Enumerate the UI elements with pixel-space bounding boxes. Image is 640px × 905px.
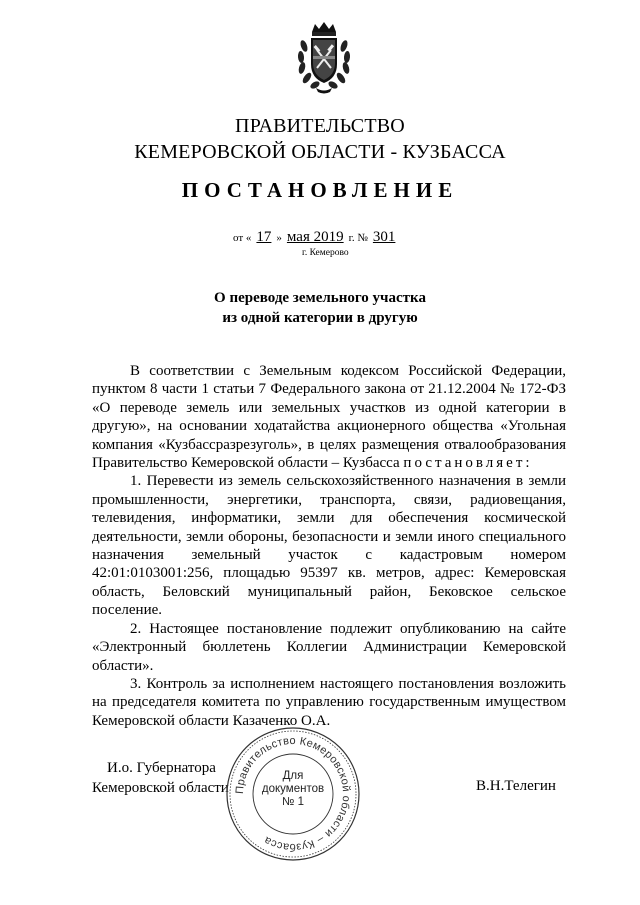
number-label: № [357, 232, 368, 244]
date-mid: » [276, 232, 282, 244]
date-month-year: мая 2019 [286, 229, 344, 245]
item-1-paragraph: 1. Перевести из земель сельскохозяйственного назначения в земли промышленности, энергетики, транспорта, связи, радиовещания, телевидения, информатики, земли для обеспечения космической деятельности, земли обороны, безопасности и земли иного специального назначения земельный участок с кадастровым номером 42:01:0103001:256, площадью 95397 кв. метров, адрес: Кемеровская область, Беловский муниципальный район, Бековское сельское поселение. [92, 473, 566, 619]
document-subject [0, 288, 640, 328]
stamp-center-line1: Для [282, 770, 304, 782]
document-date-number [233, 229, 400, 246]
document-city: г. Кемерово [302, 248, 349, 258]
date-day: 17 [256, 229, 272, 245]
stamp-center-line2: документов [261, 783, 325, 795]
stamp-center-text [225, 770, 361, 809]
date-year-suffix: г. [348, 232, 355, 244]
intro-text: В соответствии с Земельным кодексом Российской Федерации, пунктом 8 части 1 статьи 7 Федерального закона от 21.12.2004 № 172-ФЗ «О переводе земель или земельных участков из одной категории в другую», на основании ходатайства акционерного общества «Угольная компания «Кузбассразрезуголь», в целях размещения отвалообразования Правительство Кемеровской области – Кузбасса [92, 363, 566, 472]
document-body [92, 362, 566, 730]
org-name-line1: ПРАВИТЕЛЬСТВО [235, 115, 405, 137]
signatory-title-line2: Кемеровской области [92, 780, 229, 796]
intro-paragraph [92, 362, 566, 472]
signatory-name: В.Н.Телегин [476, 778, 556, 794]
date-prefix: от « [233, 232, 252, 244]
stamp-ring-text: Правительство Кемеровской области – Кузбасса [233, 734, 353, 854]
document-type-title: ПОСТАНОВЛЕНИЕ [181, 178, 459, 202]
org-name-line2: КЕМЕРОВСКОЙ ОБЛАСТИ - КУЗБАССА [134, 141, 506, 163]
subject-line1: О переводе земельного участка [214, 290, 426, 306]
item-2-paragraph: 2. Настоящее постановление подлежит опубликованию на сайте «Электронный бюллетень Коллегии Администрации Кемеровской области». [92, 620, 566, 674]
official-stamp [225, 726, 361, 862]
decree-word: постановляет: [403, 455, 533, 472]
item-3-paragraph: 3. Контроль за исполнением настоящего постановления возложить на председателя комитета по управлению государственным имуществом Кемеровской области Казаченко О.А. [92, 675, 566, 729]
stamp-center-line3: № 1 [282, 796, 304, 808]
subject-line2: из одной категории в другую [222, 310, 418, 326]
coat-of-arms-icon [296, 20, 352, 94]
document-number: 301 [372, 229, 396, 245]
signatory-title-line1: И.о. Губернатора [107, 760, 216, 776]
signatory-title [92, 758, 229, 798]
